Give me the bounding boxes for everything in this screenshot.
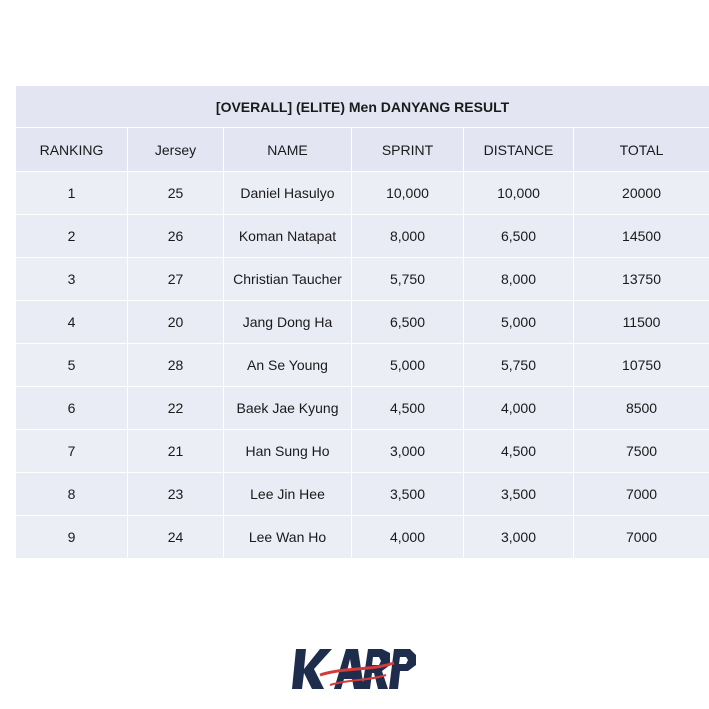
table-row xyxy=(16,430,709,473)
table-row xyxy=(16,215,709,258)
table-title: [OVERALL] (ELITE) Men DANYANG RESULT xyxy=(16,86,709,128)
column-header-name: NAME xyxy=(224,128,352,172)
cell-sprint: 5,000 xyxy=(352,344,464,387)
karp-logo-graphic xyxy=(290,645,420,691)
table-row xyxy=(16,516,709,559)
cell-sprint: 3,000 xyxy=(352,430,464,473)
cell-name: Koman Natapat xyxy=(224,215,352,258)
results-table xyxy=(15,85,709,559)
cell-jersey: 22 xyxy=(128,387,224,430)
table-row xyxy=(16,387,709,430)
cell-total: 8500 xyxy=(574,387,709,430)
cell-name: An Se Young xyxy=(224,344,352,387)
cell-jersey: 24 xyxy=(128,516,224,559)
header-row xyxy=(16,128,709,172)
table-row xyxy=(16,172,709,215)
cell-total: 7000 xyxy=(574,516,709,559)
cell-sprint: 5,750 xyxy=(352,258,464,301)
karp-logo xyxy=(290,645,420,691)
table-row xyxy=(16,258,709,301)
cell-name: Han Sung Ho xyxy=(224,430,352,473)
cell-distance: 10,000 xyxy=(464,172,574,215)
cell-jersey: 20 xyxy=(128,301,224,344)
cell-distance: 8,000 xyxy=(464,258,574,301)
cell-name: Christian Taucher xyxy=(224,258,352,301)
column-header-distance: DISTANCE xyxy=(464,128,574,172)
cell-distance: 4,500 xyxy=(464,430,574,473)
table-row xyxy=(16,344,709,387)
cell-ranking: 7 xyxy=(16,430,128,473)
cell-name: Lee Jin Hee xyxy=(224,473,352,516)
cell-sprint: 4,000 xyxy=(352,516,464,559)
cell-total: 20000 xyxy=(574,172,709,215)
cell-ranking: 3 xyxy=(16,258,128,301)
cell-jersey: 26 xyxy=(128,215,224,258)
cell-ranking: 9 xyxy=(16,516,128,559)
column-header-ranking: RANKING xyxy=(16,128,128,172)
cell-total: 10750 xyxy=(574,344,709,387)
column-header-total: TOTAL xyxy=(574,128,709,172)
cell-distance: 5,750 xyxy=(464,344,574,387)
cell-ranking: 5 xyxy=(16,344,128,387)
cell-sprint: 6,500 xyxy=(352,301,464,344)
cell-name: Jang Dong Ha xyxy=(224,301,352,344)
cell-sprint: 8,000 xyxy=(352,215,464,258)
cell-distance: 4,000 xyxy=(464,387,574,430)
cell-jersey: 21 xyxy=(128,430,224,473)
cell-distance: 3,000 xyxy=(464,516,574,559)
cell-total: 13750 xyxy=(574,258,709,301)
cell-sprint: 4,500 xyxy=(352,387,464,430)
cell-ranking: 1 xyxy=(16,172,128,215)
cell-name: Daniel Hasulyo xyxy=(224,172,352,215)
title-row xyxy=(16,86,709,128)
table-row xyxy=(16,473,709,516)
cell-total: 11500 xyxy=(574,301,709,344)
cell-ranking: 8 xyxy=(16,473,128,516)
cell-distance: 3,500 xyxy=(464,473,574,516)
cell-total: 14500 xyxy=(574,215,709,258)
cell-jersey: 28 xyxy=(128,344,224,387)
cell-total: 7500 xyxy=(574,430,709,473)
column-header-sprint: SPRINT xyxy=(352,128,464,172)
cell-ranking: 6 xyxy=(16,387,128,430)
cell-name: Baek Jae Kyung xyxy=(224,387,352,430)
table-row xyxy=(16,301,709,344)
cell-jersey: 25 xyxy=(128,172,224,215)
cell-ranking: 4 xyxy=(16,301,128,344)
cell-sprint: 10,000 xyxy=(352,172,464,215)
cell-jersey: 27 xyxy=(128,258,224,301)
cell-distance: 5,000 xyxy=(464,301,574,344)
cell-name: Lee Wan Ho xyxy=(224,516,352,559)
cell-total: 7000 xyxy=(574,473,709,516)
column-header-jersey: Jersey xyxy=(128,128,224,172)
cell-sprint: 3,500 xyxy=(352,473,464,516)
cell-ranking: 2 xyxy=(16,215,128,258)
cell-distance: 6,500 xyxy=(464,215,574,258)
cell-jersey: 23 xyxy=(128,473,224,516)
